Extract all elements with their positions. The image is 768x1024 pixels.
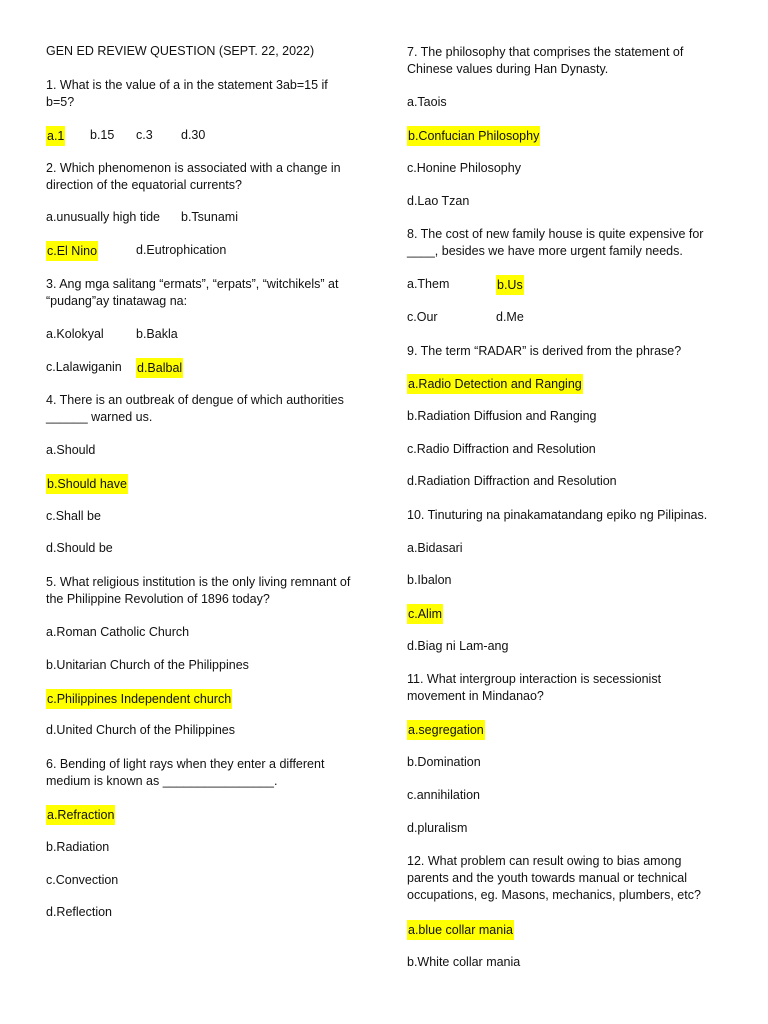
question-3-line-1: 3. Ang mga salitang “ermats”, “erpats”, “witchikels” at	[46, 277, 339, 291]
question-8-option-c: c.Our	[407, 310, 438, 324]
question-1-line-2: b=5?	[46, 95, 75, 109]
question-5-line-1: 5. What religious institution is the only living remnant of	[46, 575, 351, 589]
question-9-option-c: c.Radio Diffraction and Resolution	[407, 442, 596, 456]
question-1-line-1: 1. What is the value of a in the statement 3ab=15 if	[46, 78, 328, 92]
question-10-option-a: a.Bidasari	[407, 541, 463, 555]
question-6-option-c: c.Convection	[46, 873, 119, 887]
question-4-option-a: a.Should	[46, 443, 96, 457]
question-6-answer-a: a.Refraction	[46, 805, 115, 825]
question-5-option-a: a.Roman Catholic Church	[46, 625, 190, 639]
question-5-option-d: d.United Church of the Philippines	[46, 723, 236, 737]
question-8-line-1: 8. The cost of new family house is quite expensive for	[407, 227, 704, 241]
question-1-option-c: c.3	[136, 128, 153, 142]
question-1-option-d: d.30	[181, 128, 206, 142]
question-7-line-1: 7. The philosophy that comprises the statement of	[407, 45, 684, 59]
question-8-option-d: d.Me	[496, 310, 524, 324]
question-4-line-2: ______ warned us.	[46, 410, 153, 424]
question-2-answer-c: c.El Nino	[46, 241, 98, 261]
question-2-option-b: b.Tsunami	[181, 210, 238, 224]
question-11-option-b: b.Domination	[407, 755, 481, 769]
question-7-line-2: Chinese values during Han Dynasty.	[407, 62, 609, 76]
question-10-answer-c: c.Alim	[407, 604, 443, 624]
question-10-line-1: 10. Tinuturing na pinakamatandang epiko ng Pilipinas.	[407, 508, 708, 522]
question-8-option-a: a.Them	[407, 277, 450, 291]
question-12-option-b: b.White collar mania	[407, 955, 521, 969]
question-9-option-d: d.Radiation Diffraction and Resolution	[407, 474, 617, 488]
question-2-option-a: a.unusually high tide	[46, 210, 160, 224]
question-3-option-a: a.Kolokyal	[46, 327, 104, 341]
question-1-option-b: b.15	[90, 128, 115, 142]
question-4-answer-b: b.Should have	[46, 474, 128, 494]
question-11-line-1: 11. What intergroup interaction is secessionist	[407, 672, 662, 686]
question-3-option-c: c.Lalawiganin	[46, 360, 122, 374]
question-6-option-d: d.Reflection	[46, 905, 113, 919]
question-11-line-2: movement in Mindanao?	[407, 689, 544, 703]
question-12-line-2: parents and the youth towards manual or technical	[407, 871, 688, 885]
question-9-line-1: 9. The term “RADAR” is derived from the phrase?	[407, 344, 682, 358]
question-3-answer-d: d.Balbal	[136, 358, 183, 378]
question-10-option-d: d.Biag ni Lam-ang	[407, 639, 509, 653]
question-7-answer-b: b.Confucian Philosophy	[407, 126, 540, 146]
question-7-option-c: c.Honine Philosophy	[407, 161, 521, 175]
question-5-line-2: the Philippine Revolution of 1896 today?	[46, 592, 270, 606]
question-5-option-b: b.Unitarian Church of the Philippines	[46, 658, 249, 672]
question-10-option-b: b.Ibalon	[407, 573, 452, 587]
question-11-option-c: c.annihilation	[407, 788, 480, 802]
question-2-line-2: direction of the equatorial currents?	[46, 178, 242, 192]
question-6-line-1: 6. Bending of light rays when they enter a different	[46, 757, 325, 771]
question-2-line-1: 2. Which phenomenon is associated with a change in	[46, 161, 341, 175]
question-5-answer-c: c.Philippines Independent church	[46, 689, 232, 709]
question-4-option-d: d.Should be	[46, 541, 113, 555]
question-3-option-b: b.Bakla	[136, 327, 178, 341]
document-title: GEN ED REVIEW QUESTION (SEPT. 22, 2022)	[46, 44, 315, 58]
question-12-line-1: 12. What problem can result owing to bias among	[407, 854, 682, 868]
question-9-answer-a: a.Radio Detection and Ranging	[407, 374, 583, 394]
question-12-answer-a: a.blue collar mania	[407, 920, 514, 940]
question-7-option-d: d.Lao Tzan	[407, 194, 470, 208]
question-2-option-d: d.Eutrophication	[136, 243, 227, 257]
question-6-line-2: medium is known as ________________.	[46, 774, 278, 788]
question-1-answer-a: a.1	[46, 126, 65, 146]
question-11-answer-a: a.segregation	[407, 720, 485, 740]
question-11-option-d: d.pluralism	[407, 821, 468, 835]
question-8-line-2: ____, besides we have more urgent family needs.	[407, 244, 683, 258]
question-4-line-1: 4. There is an outbreak of dengue of which authorities	[46, 393, 344, 407]
question-4-option-c: c.Shall be	[46, 509, 101, 523]
question-7-option-a: a.Taois	[407, 95, 447, 109]
question-12-line-3: occupations, eg. Masons, mechanics, plumbers, etc?	[407, 888, 701, 902]
question-3-line-2: “pudang”ay tinatawag na:	[46, 294, 188, 308]
question-6-option-b: b.Radiation	[46, 840, 110, 854]
question-9-option-b: b.Radiation Diffusion and Ranging	[407, 409, 597, 423]
question-8-answer-b: b.Us	[496, 275, 524, 295]
